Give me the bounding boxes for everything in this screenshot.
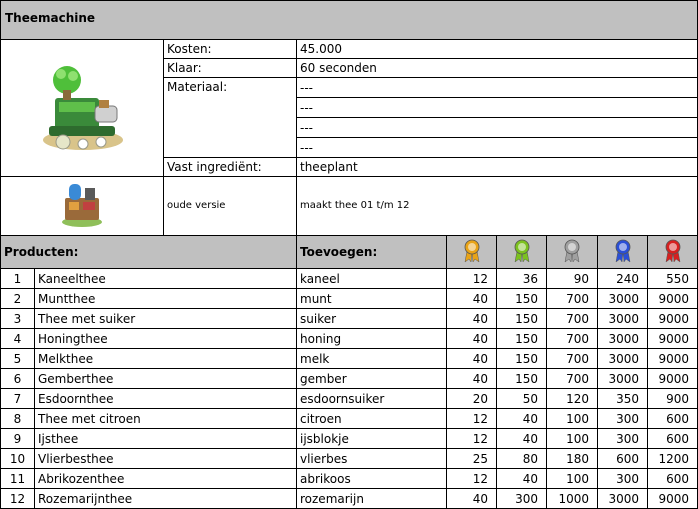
row-number: 12 — [1, 489, 35, 509]
product-name: Honingthee — [35, 329, 297, 349]
row-number: 3 — [1, 309, 35, 329]
product-ingredient: esdoornsuiker — [297, 389, 447, 409]
old-version-value: maakt thee 01 t/m 12 — [297, 177, 698, 236]
product-value: 40 — [447, 289, 497, 309]
product-ingredient: abrikoos — [297, 469, 447, 489]
product-value: 3000 — [598, 309, 648, 329]
row-number: 1 — [1, 269, 35, 289]
table-row — [1, 409, 698, 429]
product-value: 9000 — [648, 369, 698, 389]
product-value: 700 — [547, 289, 598, 309]
materiaal-value: --- — [300, 140, 313, 155]
product-value: 150 — [497, 329, 547, 349]
table-row — [1, 269, 698, 289]
product-value: 40 — [497, 409, 547, 429]
table-row — [1, 309, 698, 329]
product-name: Ijsthee — [35, 429, 297, 449]
product-value: 3000 — [598, 489, 648, 509]
product-value: 100 — [547, 409, 598, 429]
product-rows — [1, 269, 698, 509]
product-value: 3000 — [598, 329, 648, 349]
red-ribbon-icon — [665, 239, 681, 268]
product-value: 80 — [497, 449, 547, 469]
product-ingredient: munt — [297, 289, 447, 309]
product-value: 550 — [648, 269, 698, 289]
medal-header-red — [648, 236, 698, 269]
table-row — [1, 369, 698, 389]
product-value: 3000 — [598, 289, 648, 309]
product-value: 40 — [497, 429, 547, 449]
machine-image-cell — [1, 40, 164, 177]
gold-ribbon-icon — [464, 239, 480, 268]
product-value: 1200 — [648, 449, 698, 469]
product-value: 600 — [648, 429, 698, 449]
row-number: 7 — [1, 389, 35, 409]
product-ingredient: rozemarijn — [297, 489, 447, 509]
product-value: 150 — [497, 309, 547, 329]
medal-header-blue — [598, 236, 648, 269]
product-value: 700 — [547, 349, 598, 369]
product-value: 150 — [497, 369, 547, 389]
table-row — [1, 469, 698, 489]
old-machine-image-cell — [1, 177, 164, 236]
materiaal-value: --- — [297, 98, 697, 118]
table-row — [1, 489, 698, 509]
product-value: 100 — [547, 429, 598, 449]
product-value: 40 — [447, 329, 497, 349]
materiaal-value: --- — [297, 78, 697, 98]
product-value: 900 — [648, 389, 698, 409]
product-value: 9000 — [648, 289, 698, 309]
product-value: 700 — [547, 369, 598, 389]
row-number: 4 — [1, 329, 35, 349]
product-ingredient: ijsblokje — [297, 429, 447, 449]
product-ingredient: gember — [297, 369, 447, 389]
page-title: Theemachine — [1, 1, 698, 40]
product-ingredient: suiker — [297, 309, 447, 329]
silver-ribbon-icon — [564, 239, 580, 268]
product-ingredient: vlierbes — [297, 449, 447, 469]
row-number: 10 — [1, 449, 35, 469]
header-products: Producten: — [1, 236, 297, 269]
product-value: 350 — [598, 389, 648, 409]
product-name: Thee met suiker — [35, 309, 297, 329]
product-name: Thee met citroen — [35, 409, 297, 429]
product-name: Rozemarijnthee — [35, 489, 297, 509]
product-name: Kaneelthee — [35, 269, 297, 289]
product-value: 9000 — [648, 489, 698, 509]
table-row — [1, 349, 698, 369]
product-value: 9000 — [648, 309, 698, 329]
row-number: 8 — [1, 409, 35, 429]
product-value: 50 — [497, 389, 547, 409]
product-value: 3000 — [598, 369, 648, 389]
product-value: 36 — [497, 269, 547, 289]
medal-header-green — [497, 236, 547, 269]
product-value: 25 — [447, 449, 497, 469]
product-value: 600 — [648, 409, 698, 429]
product-name: Vlierbesthee — [35, 449, 297, 469]
product-value: 90 — [547, 269, 598, 289]
old-version-label: oude versie — [164, 177, 297, 236]
product-value: 700 — [547, 329, 598, 349]
row-number: 11 — [1, 469, 35, 489]
product-name: Abrikozenthee — [35, 469, 297, 489]
product-name: Melkthee — [35, 349, 297, 369]
table-row — [1, 449, 698, 469]
product-value: 3000 — [598, 349, 648, 369]
product-value: 120 — [547, 389, 598, 409]
product-ingredient: citroen — [297, 409, 447, 429]
row-number: 9 — [1, 429, 35, 449]
row-number: 6 — [1, 369, 35, 389]
table-row — [1, 329, 698, 349]
row-number: 5 — [1, 349, 35, 369]
product-value: 40 — [497, 469, 547, 489]
product-value: 12 — [447, 409, 497, 429]
row-number: 2 — [1, 289, 35, 309]
table-row — [1, 389, 698, 409]
kosten-value: 45.000 — [297, 40, 698, 59]
old-tea-machine-icon — [57, 180, 107, 228]
product-value: 150 — [497, 289, 547, 309]
materiaal-values — [297, 78, 698, 158]
medal-header-silver — [547, 236, 598, 269]
materiaal-value: --- — [297, 118, 697, 138]
product-value: 9000 — [648, 329, 698, 349]
product-value: 12 — [447, 269, 497, 289]
product-value: 40 — [447, 489, 497, 509]
table-row — [1, 289, 698, 309]
product-ingredient: honing — [297, 329, 447, 349]
product-value: 300 — [598, 429, 648, 449]
product-name: Esdoornthee — [35, 389, 297, 409]
medal-header-gold — [447, 236, 497, 269]
product-name: Gemberthee — [35, 369, 297, 389]
product-value: 12 — [447, 469, 497, 489]
product-ingredient: kaneel — [297, 269, 447, 289]
product-value: 40 — [447, 309, 497, 329]
header-add: Toevoegen: — [297, 236, 447, 269]
tea-machine-icon — [37, 60, 127, 152]
product-value: 9000 — [648, 349, 698, 369]
table-row — [1, 429, 698, 449]
klaar-value: 60 seconden — [297, 59, 698, 78]
product-value: 100 — [547, 469, 598, 489]
product-ingredient: melk — [297, 349, 447, 369]
materiaal-list — [297, 78, 697, 157]
product-value: 240 — [598, 269, 648, 289]
product-value: 180 — [547, 449, 598, 469]
klaar-label: Klaar: — [164, 59, 297, 78]
kosten-label: Kosten: — [164, 40, 297, 59]
product-value: 600 — [648, 469, 698, 489]
product-value: 20 — [447, 389, 497, 409]
product-value: 1000 — [547, 489, 598, 509]
product-value: 300 — [497, 489, 547, 509]
ingredient-label: Vast ingrediënt: — [164, 158, 297, 177]
product-value: 40 — [447, 349, 497, 369]
product-value: 300 — [598, 409, 648, 429]
product-value: 40 — [447, 369, 497, 389]
product-value: 300 — [598, 469, 648, 489]
product-name: Muntthee — [35, 289, 297, 309]
product-value: 12 — [447, 429, 497, 449]
materiaal-label: Materiaal: — [164, 78, 297, 158]
green-ribbon-icon — [514, 239, 530, 268]
product-value: 600 — [598, 449, 648, 469]
blue-ribbon-icon — [615, 239, 631, 268]
ingredient-value: theeplant — [297, 158, 698, 177]
product-value: 150 — [497, 349, 547, 369]
product-value: 700 — [547, 309, 598, 329]
